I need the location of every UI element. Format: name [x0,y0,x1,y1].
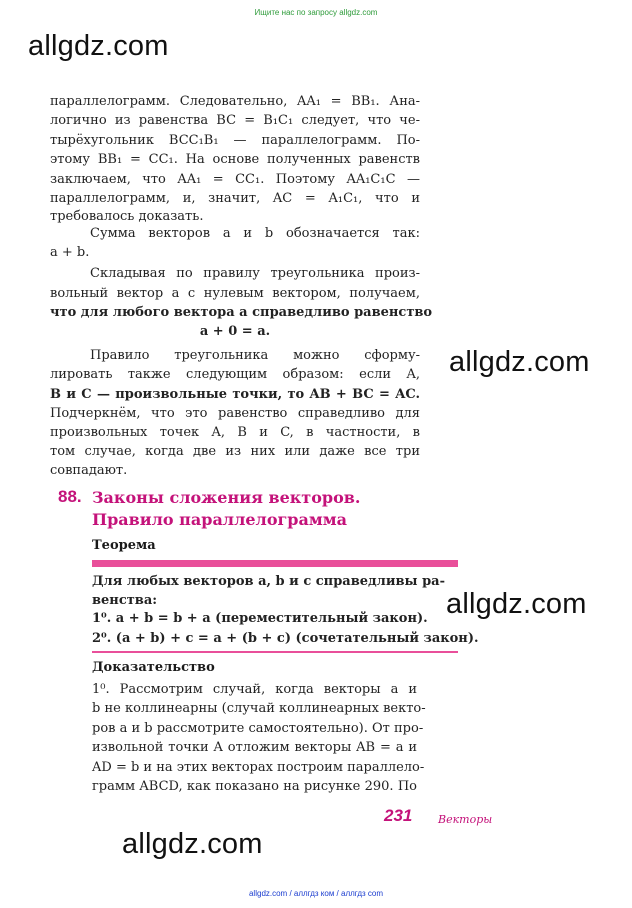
section-title: Правило параллелограмма [92,510,348,529]
text-line: этому BB₁ = CC₁. На основе полученных равенств [50,152,420,167]
text-line: Складывая по правилу треугольника произ- [90,266,420,281]
text-line: параллелограмм, и, значит, AC = A₁C₁, что и [50,191,420,206]
proof-label: Доказательство [92,660,215,675]
section-number: 88. [58,487,82,506]
footer-links[interactable]: allgdz.com / аллгдз ком / аллгдз com [248,889,384,898]
text-line: грамм ABCD, как показано на рисунке 290. По [92,779,417,794]
formula-line: a + b. [50,245,90,260]
text-line: AD = b и на этих векторах построим параллело- [92,760,425,775]
text-line: том случае, когда две из них или даже все три [50,444,420,459]
text-line: совпадают. [50,463,128,478]
theorem-text: Для любых векторов a, b и c справедливы ра- [92,574,445,589]
formula-line: a + 0 = a. [199,324,271,339]
section-title: Законы сложения векторов. [92,488,361,507]
text-line: требовалось доказать. [50,209,204,224]
text-line: Сумма векторов a и b обозначается так: [90,226,420,241]
page-number: 231 [384,806,413,825]
text-line: Правило треугольника можно сформу- [90,348,420,363]
text-line: 1⁰. Рассмотрим случай, когда векторы a и [92,682,417,697]
theorem-text: венства: [92,593,158,608]
text-line: что для любого вектора a справедливо равенство [50,305,433,320]
text-line: b не коллинеарны (случай коллинеарных векто- [92,701,426,716]
text-line: заключаем, что AA₁ = CC₁. Поэтому AA₁C₁C — [50,172,420,187]
chapter-name: Векторы [438,813,493,826]
watermark: allgdz.com [449,346,590,378]
watermark: allgdz.com [446,588,587,620]
theorem-law-2: 2⁰. (a + b) + c = a + (b + c) (сочетательный закон). [92,631,479,646]
text-line: извольной точки A отложим векторы AB = a и [92,740,417,755]
watermark: allgdz.com [28,30,169,62]
text-line: Подчеркнём, что это равенство справедливо для [50,406,420,421]
text-line: произвольных точек A, B и C, в частности, в [50,425,420,440]
top-note: Ищите нас по запросу allgdz.com [254,8,378,17]
text-line: лировать также следующим образом: если A, [50,367,420,382]
text-line: вольный вектор a с нулевым вектором, получаем, [50,286,420,301]
text-line: логично из равенства BC = B₁C₁ следует, что че- [50,113,420,128]
theorem-rule [92,651,458,653]
text-line: тырёхугольник BCC₁B₁ — параллелограмм. По- [50,133,420,148]
text-line: ров a и b рассмотрите самостоятельно). От про- [92,721,424,736]
text-line: параллелограмм. Следовательно, AA₁ = BB₁. Ана- [50,94,420,109]
text-line: B и C — произвольные точки, то AB + BC = AC. [50,387,420,402]
theorem-label: Теорема [92,538,156,553]
theorem-bar [92,560,458,567]
theorem-law-1: 1⁰. a + b = b + a (переместительный закон). [92,611,428,626]
watermark: allgdz.com [122,828,263,860]
